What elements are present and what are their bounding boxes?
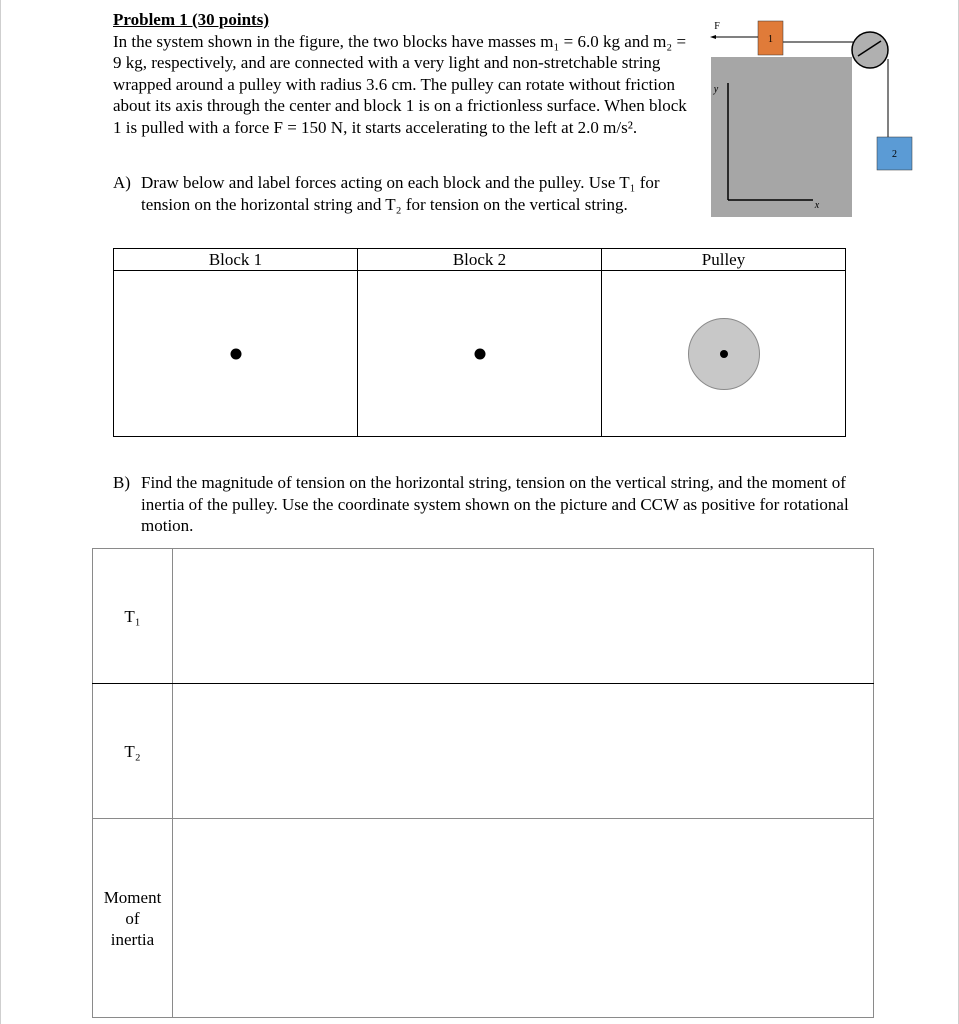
part-a-label: A) bbox=[113, 173, 131, 192]
table-surface bbox=[711, 57, 852, 217]
header-pulley: Pulley bbox=[602, 249, 846, 271]
block-1-dot bbox=[230, 348, 241, 359]
force-label: F bbox=[714, 21, 720, 32]
answer-label-t2: T₂ bbox=[93, 684, 173, 819]
block-1-label: 1 bbox=[768, 34, 773, 45]
force-arrowhead bbox=[710, 35, 716, 39]
system-figure bbox=[690, 14, 930, 224]
block-1-drawing-area[interactable] bbox=[114, 271, 358, 437]
x-axis-label: x bbox=[814, 200, 820, 211]
answer-field-moment-of-inertia[interactable] bbox=[173, 819, 874, 1018]
pulley-center-dot bbox=[720, 350, 728, 358]
y-axis-label: y bbox=[713, 84, 719, 95]
free-body-diagram-table bbox=[113, 248, 846, 437]
problem-text: In the system shown in the figure, the two blocks have masses m₁ = 6.0 kg and m₂ = 9 kg, respectively, and are connected with a very light and non-stretchable string wrapped around a pulley with radius 3.6 cm. The pulley can rotate without friction about its axis through the center and block 1 is on a frictionless surface. When block 1 is pulled with a force F = 150 N, it starts accelerating to the left at 2.0 m/s². bbox=[113, 31, 687, 137]
part-b-label: B) bbox=[113, 473, 130, 492]
part-a bbox=[113, 172, 683, 215]
block-2-label: 2 bbox=[892, 149, 897, 160]
answer-field-t2[interactable] bbox=[173, 684, 874, 819]
part-b bbox=[113, 472, 858, 537]
part-a-text: Draw below and label forces acting on each block and the pulley. Use T₁ for tension on the horizontal string and T₂ for tension on the vertical string. bbox=[141, 173, 660, 214]
part-b-text: Find the magnitude of tension on the horizontal string, tension on the vertical string, and the moment of inertia of the pulley. Use the coordinate system shown on the picture and CCW as positive for rotational motion. bbox=[141, 473, 849, 535]
header-block-1: Block 1 bbox=[114, 249, 358, 271]
page-border-left bbox=[0, 0, 1, 1024]
block-2-dot bbox=[474, 348, 485, 359]
pulley bbox=[852, 32, 888, 68]
answer-table bbox=[92, 548, 874, 1018]
problem-statement bbox=[113, 9, 688, 138]
answer-field-t1[interactable] bbox=[173, 549, 874, 684]
answer-label-t1: T₁ bbox=[93, 549, 173, 684]
header-block-2: Block 2 bbox=[358, 249, 602, 271]
pulley-drawing-area[interactable] bbox=[602, 271, 846, 437]
problem-title: Problem 1 (30 points) bbox=[113, 10, 269, 29]
answer-label-moment-of-inertia: Moment of inertia bbox=[93, 819, 173, 1018]
block-2-drawing-area[interactable] bbox=[358, 271, 602, 437]
